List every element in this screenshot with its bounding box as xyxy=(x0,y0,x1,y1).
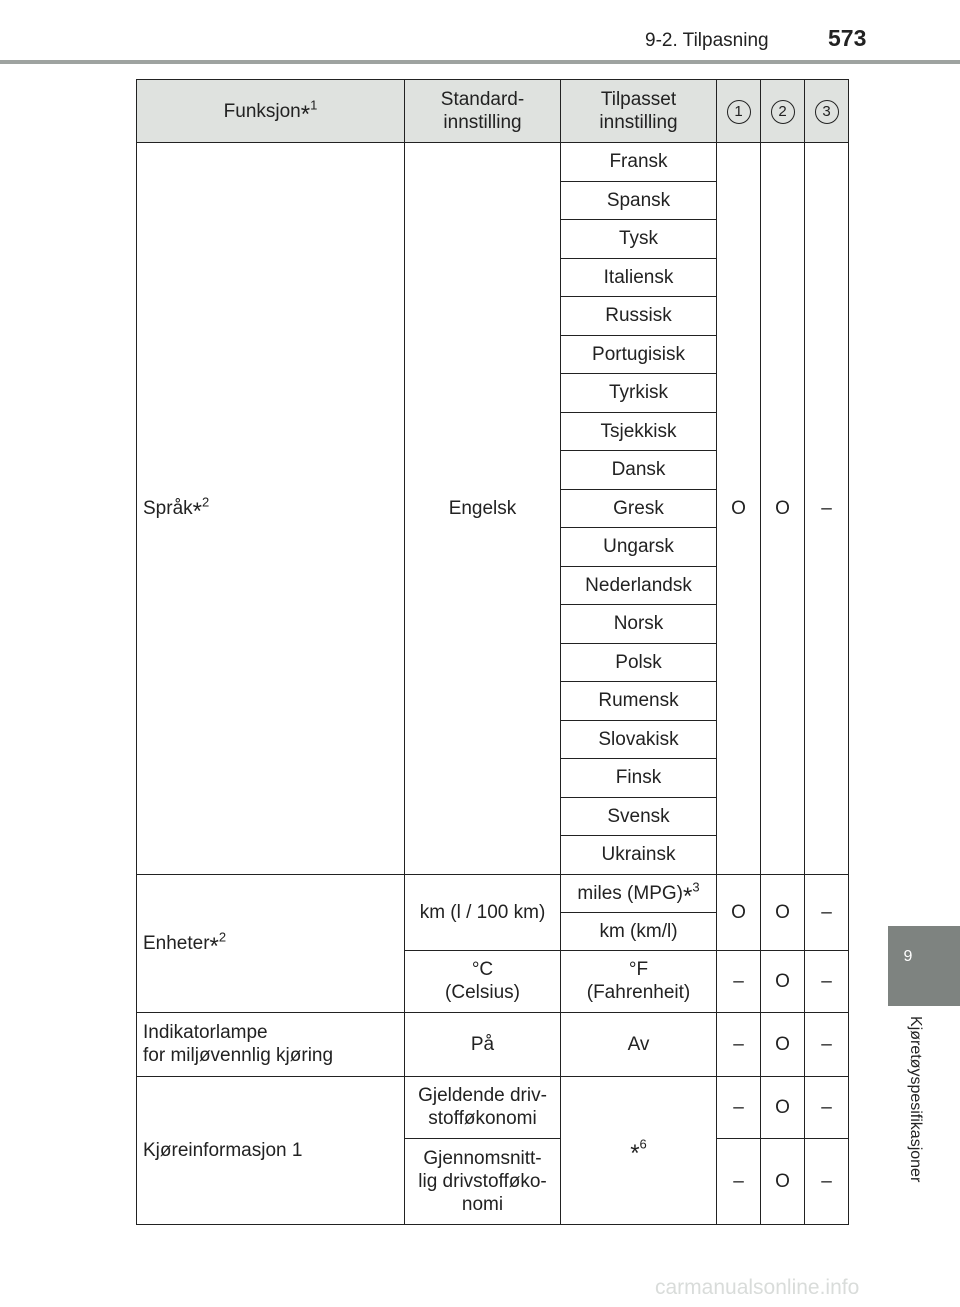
units-distance-option: miles (MPG)*$^3$ xyxy=(561,874,717,912)
eco-standard: På xyxy=(405,1012,561,1076)
language-option: Russisk xyxy=(561,297,717,336)
language-option: Rumensk xyxy=(561,682,717,721)
header-function: Funksjon*$^1$ xyxy=(137,80,405,143)
language-c3: – xyxy=(805,143,849,875)
language-option: Polsk xyxy=(561,643,717,682)
eco-custom: Av xyxy=(561,1012,717,1076)
units-distance-c1: O xyxy=(717,874,761,950)
header-rule xyxy=(0,60,960,64)
units-temp-c3: – xyxy=(805,950,849,1012)
units-temp-standard: °C (Celsius) xyxy=(405,950,561,1012)
table-row xyxy=(137,1012,849,1076)
drive-info-custom: *$^6$ xyxy=(561,1076,717,1224)
table-row xyxy=(137,874,849,912)
language-option: Tyrkisk xyxy=(561,374,717,413)
watermark: carmanualsonline.info xyxy=(655,1276,860,1299)
language-option: Gresk xyxy=(561,489,717,528)
language-option: Ungarsk xyxy=(561,528,717,567)
drive-info-row1-c3: – xyxy=(805,1076,849,1138)
language-option: Svensk xyxy=(561,797,717,836)
language-c2: O xyxy=(761,143,805,875)
drive-info-row1-c1: – xyxy=(717,1076,761,1138)
drive-info-row2-c2: O xyxy=(761,1138,805,1224)
drive-info-row1-c2: O xyxy=(761,1076,805,1138)
language-option: Nederlandsk xyxy=(561,566,717,605)
drive-info-row2-c1: – xyxy=(717,1138,761,1224)
language-option: Ukrainsk xyxy=(561,836,717,875)
header-col-3: 3 xyxy=(805,80,849,143)
eco-c2: O xyxy=(761,1012,805,1076)
units-distance-c2: O xyxy=(761,874,805,950)
language-option: Fransk xyxy=(561,143,717,182)
language-option: Portugisisk xyxy=(561,335,717,374)
drive-info-option: Gjeldende driv- stofføkonomi xyxy=(405,1076,561,1138)
language-option: Tsjekkisk xyxy=(561,412,717,451)
units-temp-c2: O xyxy=(761,950,805,1012)
section-title: 9-2. Tilpasning xyxy=(645,30,769,51)
chapter-title: Kjøretøyspesifikasjoner xyxy=(907,1016,924,1183)
language-standard: Engelsk xyxy=(405,143,561,875)
header-standard: Standard- innstilling xyxy=(405,80,561,143)
units-distance-c3: – xyxy=(805,874,849,950)
language-option: Finsk xyxy=(561,759,717,798)
eco-function: Indikatorlampe for miljøvennlig kjøring xyxy=(137,1012,405,1076)
table-row xyxy=(137,1076,849,1138)
page-number: 573 xyxy=(828,25,867,51)
header-col-2: 2 xyxy=(761,80,805,143)
table-row xyxy=(137,143,849,182)
table-header-row xyxy=(137,80,849,143)
customization-table xyxy=(136,79,849,1225)
chapter-tab xyxy=(888,926,960,1006)
units-distance-standard: km (l / 100 km) xyxy=(405,874,561,950)
header-col-1: 1 xyxy=(717,80,761,143)
language-option: Italiensk xyxy=(561,258,717,297)
language-option: Spansk xyxy=(561,181,717,220)
header-custom: Tilpasset innstilling xyxy=(561,80,717,143)
language-c1: O xyxy=(717,143,761,875)
language-function: Språk*$^2$ xyxy=(137,143,405,875)
drive-info-function: Kjøreinformasjon 1 xyxy=(137,1076,405,1224)
units-distance-option: km (km/l) xyxy=(561,912,717,950)
language-rows xyxy=(137,143,849,875)
units-temp-c1: – xyxy=(717,950,761,1012)
language-option: Norsk xyxy=(561,605,717,644)
eco-c3: – xyxy=(805,1012,849,1076)
drive-info-row2-c3: – xyxy=(805,1138,849,1224)
language-option: Tysk xyxy=(561,220,717,259)
units-temp-custom: °F (Fahrenheit) xyxy=(561,950,717,1012)
eco-c1: – xyxy=(717,1012,761,1076)
chapter-number: 9 xyxy=(903,948,913,965)
units-function: Enheter*$^2$ xyxy=(137,874,405,1012)
language-option: Slovakisk xyxy=(561,720,717,759)
drive-info-option: Gjennomsnitt- lig drivstofføko- nomi xyxy=(405,1138,561,1224)
language-option: Dansk xyxy=(561,451,717,490)
